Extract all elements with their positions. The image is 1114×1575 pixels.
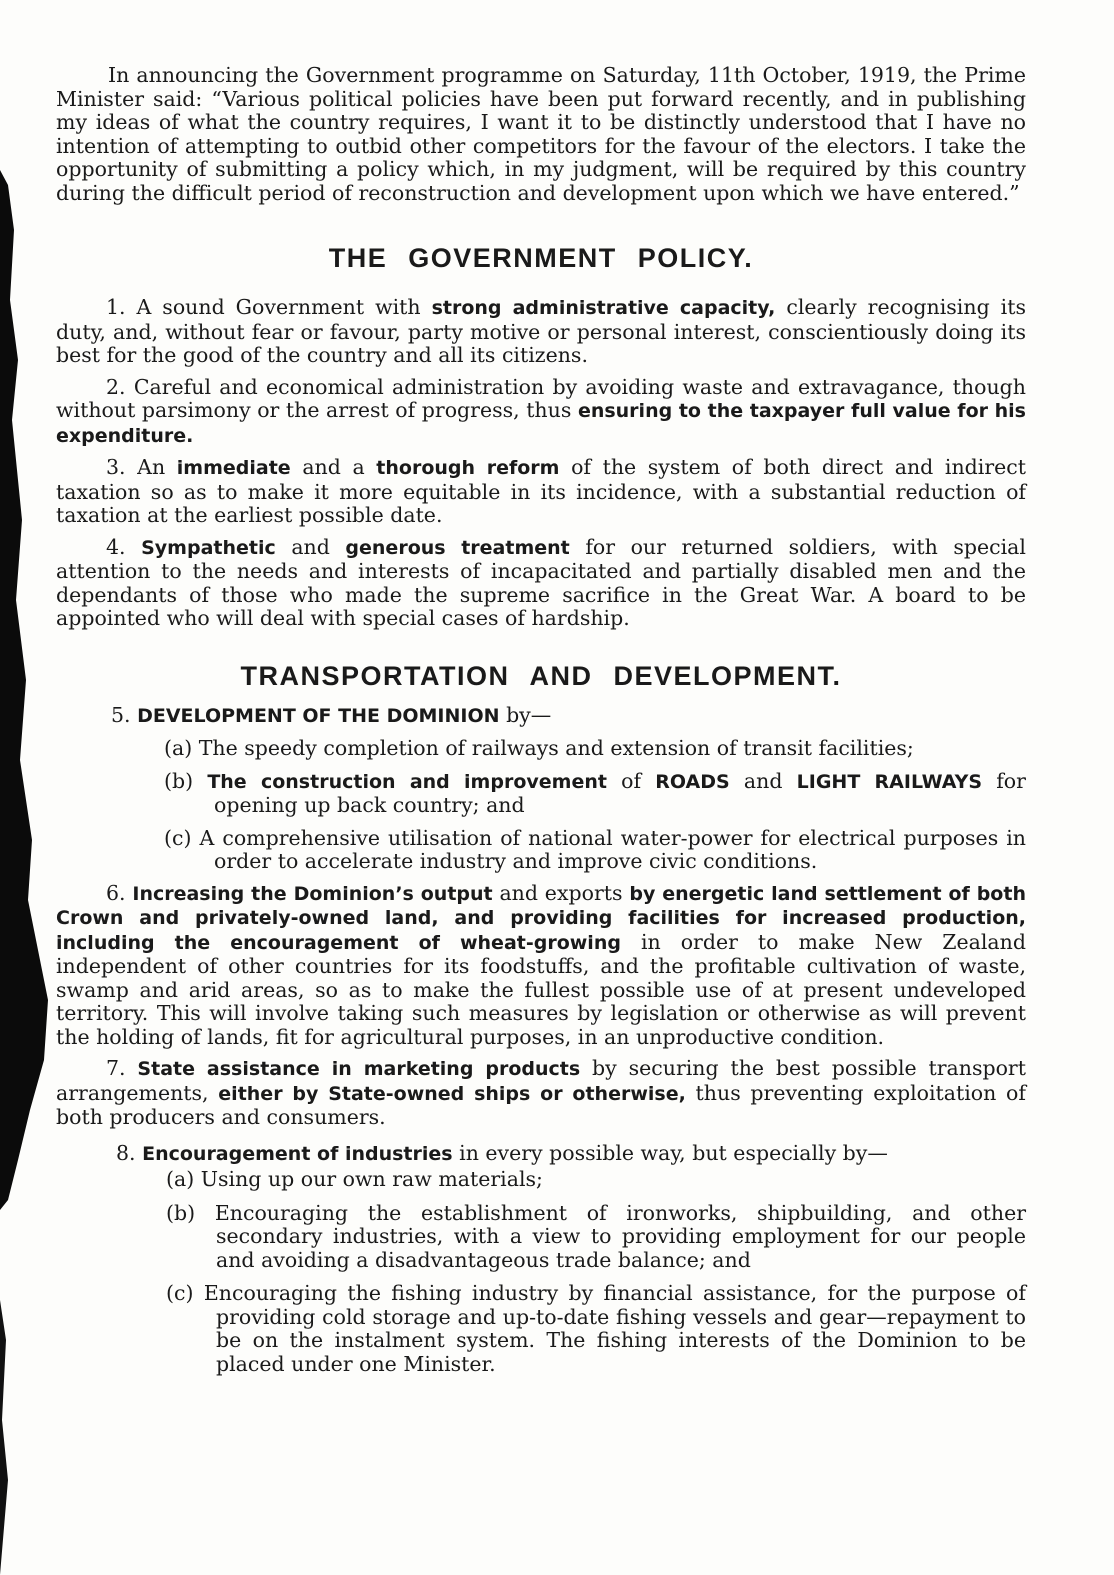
sub-label: (a) bbox=[164, 736, 193, 760]
item-bold: strong administrative capacity, bbox=[431, 297, 776, 319]
item-bold: by energetic land settlement of both Crown and privately-owned land, and providing facilities for increased production, including the encouragement of wheat-growing bbox=[56, 882, 1026, 954]
transport-item-6 bbox=[56, 882, 1026, 1050]
item-text: by— bbox=[506, 702, 552, 727]
item-bold: ROADS bbox=[655, 770, 730, 793]
item-bold: LIGHT RAILWAYS bbox=[796, 770, 983, 793]
item-text: for opening up back country; and bbox=[214, 768, 1026, 817]
item-number: 8. bbox=[116, 1140, 136, 1165]
item-number: 4. bbox=[106, 534, 126, 559]
item-5b bbox=[56, 770, 1026, 818]
transport-item-8 bbox=[56, 1142, 1026, 1167]
item-number: 2. bbox=[106, 374, 126, 399]
policy-item-4 bbox=[56, 536, 1026, 631]
intro-paragraph: In announcing the Government programme on Saturday, 11th October, 1919, the Prime Minister said: “Various political policies have been put forward recently, and in publishing my ideas of what the country requires, I want it to be distinctly understood that I have no intention of attempting to outbid other competitors for the favour of the electors. I take the opportunity of submitting a policy which, in my judgment, will be required by this country during the difficult period of reconstruction and development upon which we have entered.” bbox=[56, 63, 1026, 205]
item-number: 5. bbox=[111, 702, 131, 727]
item-number: 1. bbox=[106, 295, 126, 319]
item-text: clearly recognising its duty, and, without fear or favour, party motive or personal interest, conscientiously doing its best for the good of the country and all its citizens. bbox=[56, 295, 1026, 367]
item-bold: thorough reform bbox=[376, 457, 560, 479]
item-text: Encouraging the establishment of ironworks, shipbuilding, and other secondary industries, with a view to providing employment for our people and avoiding a disadvantageous trade balance; and bbox=[214, 1200, 1026, 1272]
item-bold: Sympathetic bbox=[141, 536, 276, 559]
heading-transportation: TRANSPORTATION AND DEVELOPMENT. bbox=[240, 660, 842, 691]
sub-label: (a) bbox=[166, 1167, 195, 1191]
item-number: 6. bbox=[106, 880, 126, 905]
item-bold: ensuring to the taxpayer full value for his expenditure. bbox=[56, 400, 1026, 447]
item-bold: generous treatment bbox=[345, 536, 570, 559]
item-number: 7. bbox=[106, 1056, 126, 1080]
item-bold: immediate bbox=[176, 457, 291, 479]
item-text: A sound Government with bbox=[136, 295, 421, 319]
item-text: and bbox=[291, 534, 330, 559]
item-text: of the system of both direct and indirect taxation so as to make it more equitable in its incidence, with a substantial reduction of taxation at the earliest possible date. bbox=[56, 455, 1026, 527]
heading-government-policy: THE GOVERNMENT POLICY. bbox=[328, 243, 754, 273]
item-bold: either by State-owned ships or otherwise, bbox=[218, 1082, 686, 1105]
item-text: for our returned soldiers, with special attention to the needs and interests of incapacitated and partially disabled men and the dependants of those who made the supreme sacrifice in the Great War. A board to be appointed who will deal with special cases of hardship. bbox=[56, 534, 1026, 630]
item-5c bbox=[56, 827, 1026, 874]
item-bold: DEVELOPMENT OF THE DOMINION bbox=[137, 704, 500, 727]
item-text: of bbox=[621, 768, 642, 793]
item-8c bbox=[56, 1282, 1026, 1376]
item-text: and a bbox=[302, 455, 365, 479]
policy-item-1 bbox=[56, 296, 1026, 368]
item-5a bbox=[56, 737, 1026, 761]
item-text: Using up our own raw materials; bbox=[200, 1167, 543, 1191]
item-text: A comprehensive utilisation of national water-power for electrical purposes in order to accelerate industry and improve civic conditions. bbox=[199, 825, 1026, 873]
transport-item-5 bbox=[56, 704, 1026, 729]
item-text: by securing the best possible transport arrangements, bbox=[56, 1056, 1026, 1105]
policy-item-3 bbox=[56, 456, 1026, 528]
item-bold: Encouragement of industries bbox=[142, 1142, 453, 1165]
sub-label: (b) bbox=[164, 768, 194, 793]
item-bold: State assistance in marketing products bbox=[137, 1058, 581, 1080]
item-text: in order to make New Zealand independent of other countries for its foodstuffs, and the profitable cultivation of waste, swamp and arid areas, so as to make the fullest possible use of at present undeveloped territory. This will involve taking such measures by legislation or otherwise as will prevent the holding of lands, fit for agricultural purposes, in an unproductive condition. bbox=[56, 929, 1026, 1049]
item-8a bbox=[56, 1168, 1026, 1192]
item-text: Encouraging the fishing industry by financial assistance, for the purpose of providing cold storage and up-to-date fishing vessels and gear—repayment to be on the instalment system. The fishing interests of the Dominion to be placed under one Minister. bbox=[203, 1281, 1026, 1376]
item-text: in every possible way, but especially by— bbox=[459, 1140, 888, 1165]
item-number: 3. bbox=[106, 455, 126, 479]
item-text: The speedy completion of railways and extension of transit facilities; bbox=[198, 736, 914, 760]
item-text: and bbox=[743, 768, 783, 793]
transport-item-7 bbox=[56, 1057, 1026, 1130]
item-8b bbox=[56, 1202, 1026, 1273]
item-bold: The construction and improvement bbox=[207, 770, 607, 793]
policy-item-2 bbox=[56, 376, 1026, 449]
item-bold: Increasing the Dominion’s output bbox=[132, 882, 493, 905]
item-text: Careful and economical administration by avoiding waste and extravagance, though without parsimony or the arrest of progress, thus bbox=[56, 374, 1026, 422]
sub-label: (c) bbox=[164, 825, 192, 850]
item-text: thus preventing exploitation of both producers and consumers. bbox=[56, 1080, 1026, 1129]
sub-label: (c) bbox=[166, 1281, 194, 1305]
document-page bbox=[56, 64, 1026, 1376]
item-text: An bbox=[137, 455, 166, 479]
sub-label: (b) bbox=[166, 1200, 196, 1225]
item-text: and exports bbox=[499, 880, 623, 905]
